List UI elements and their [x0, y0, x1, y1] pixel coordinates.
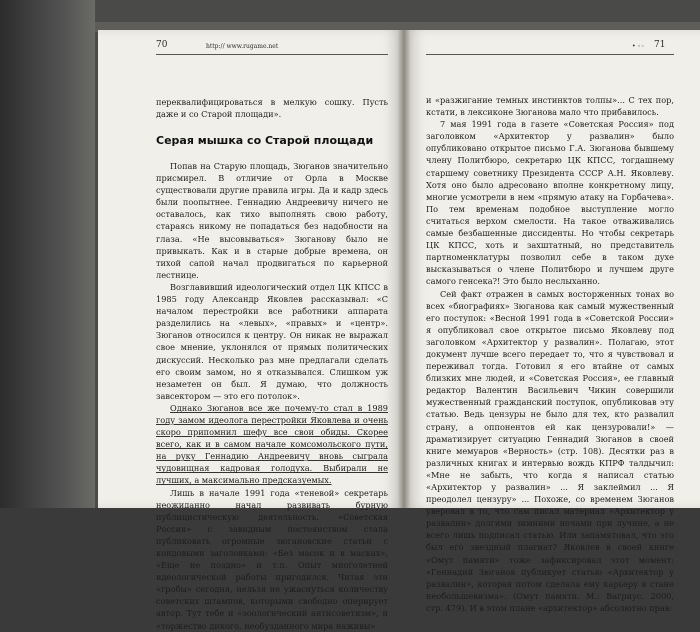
paragraph: Сей факт отражен в самых восторженных тонах во всех «биографиях» Зюганова как самый мужественный его поступок: «Весной 1991 года в «Советской России» я опубликовал свое открытое письмо Яковлеву под заголовком «Архитектор у развалин». Полагаю, этот документ лучше всего передает то, что я чувствовал и переживал тогда. Готовил я его втайне от самых близких мне людей, и «Советская Россия», ее главный редактор Валентин Васильевич Чикин совершили мужественный гражданский поступок, опубликовав эту статью. Ведь цензуры не было для тех, кто развалил страну, а оппонентов ей как цензуровали!» — драматизирует ситуацию Геннадий Зюганов в своей книге мемуаров «Верность» (стр. 108). Десятки раз в различных книгах и интервью вождь КПРФ талдычил: «Мне не забыть, что когда я написал статью «Архитектор у развалин» ... Я заклеймил ... Я преодолел цензуру» ... Похоже, со временем Зюганов уверовал в то, что сам писал материал «Архитектор у развалин» долгими зимними ночами при лучине, а не всего лишь подписал статью. Или запамятовал, что это был его звездный плагиат? Яковлев в своей книге «Омут памяти» тоже зафиксировал этот момент: «Геннадий Зюганов публикует статью «Архитектор у развалин», которая потом сделала ему карьеру в стане необольшевизма». (Омут памяти. М.: Вагриус. 2000, стр. 479). И в этом плане «архитектор» абсолютно прав: [426, 288, 674, 613]
left-header-rule [156, 54, 388, 55]
right-page [404, 30, 700, 613]
paragraph: Возглавивший идеологический отдел ЦК КПСС в 1985 году Александр Яковлев рассказывал: «С началом перестройки все работники аппарата разделились на «левых», «правых» и «центр». Зюганов относился к центру. Он никак не выражал свое мнение, уклонялся от прямых политических дискуссий. Несколько раз мне предлагали сделать его своим замом, но я отказывался. Слишком уж незаметен он был. Я думаю, что должность завсектором — это его потолок». [156, 281, 388, 401]
right-page-number: 71 [654, 40, 666, 50]
paragraph-underlined: Однако Зюганов все же почему-то стал в 1989 году замом идеолога перестройки Яковлева и очень скоро припомнил шефу все свои обиды. Скорее всего, как и в самом начале комсомольского пути, на руку Геннадию Андреевичу вновь сыграла чудовищная кадровая голодуха. Выбирали не лучших, а максимально предсказуемых. [156, 402, 388, 486]
paragraph: и «разжигание темных инстинктов толпы»... С тех пор, кстати, в лексиконе Зюганова мало что прибавилось. [426, 95, 674, 118]
left-top-text [156, 96, 388, 120]
left-running-header: http:// www.rugame.net [206, 43, 279, 50]
right-body-text [426, 94, 674, 614]
book-cover-edge [0, 0, 95, 508]
left-page-number: 70 [156, 40, 168, 50]
left-page [98, 30, 404, 631]
right-header-rule [426, 54, 674, 55]
paragraph: Попав на Старую площадь, Зюганов значительно присмирел. В отличие от Орла в Москве существовали другие правила игры. Да и кадр здесь были поопытнее. Геннадию Андреевичу ничего не оставалось, как тихо выполнять свою работу, стараясь никому не попадаться без надобности на глаза. «Не высовываться» Зюганову было не привыкать. Как и в старые добрые времена, он тихой сапой начал продвигаться по карьерной лестнице. [156, 161, 388, 280]
book-spine [398, 30, 410, 508]
paragraph: Лишь в начале 1991 года «теневой» секретарь неожиданно начал развивать бурную публицистическую деятельность. «Советская Россия» с завидным постоянством стала публиковать огромные зюгановские статьи с кондовыми заголовками: «Без масок и в масках», «Еще не поздно» и т.п. Опыт многолетней идеологической работы пригодился. Читая эти «гробы» сегодня, нельзя не ужаснуться количеству советских штампов, которыми свободно оперирует автор. Тут тебе и «зоологический антисоветизм», и «торжество дикого, необузданного мира наживы» [156, 487, 388, 631]
section-title: Серая мышка со Старой площади [156, 134, 374, 147]
paragraph: 7 мая 1991 года в газете «Советская Россия» под заголовком «Архитектор у развалин» было опубликовано открытое письмо Г.А. Зюганова бывшему члену Политбюро, секретарю ЦК КПСС, тогдашнему старшему советнику Президента СССР А.Н. Яковлеву. Хотя оно было адресовано вполне конкретному лицу, многие усмотрели в нем «прямую атаку на Горбачева». По тем временам подобное выступление могло считаться верхом смелости. На такое отваживались самые безбашенные диссиденты. Но чтобы секретарь ЦК КПСС, хоть и захштатный, но представитель партноменклатуры позволил себе в таком духе высказываться о члене Политбюро и лучшем друге самого генсека?! Это было неслыханно. [426, 119, 674, 287]
paragraph: переквалифицироваться в мелкую сошку. Пусть даже и со Старой площади». [156, 97, 388, 120]
right-running-header: • ◦◦ [632, 43, 645, 50]
left-body-text [156, 160, 388, 632]
